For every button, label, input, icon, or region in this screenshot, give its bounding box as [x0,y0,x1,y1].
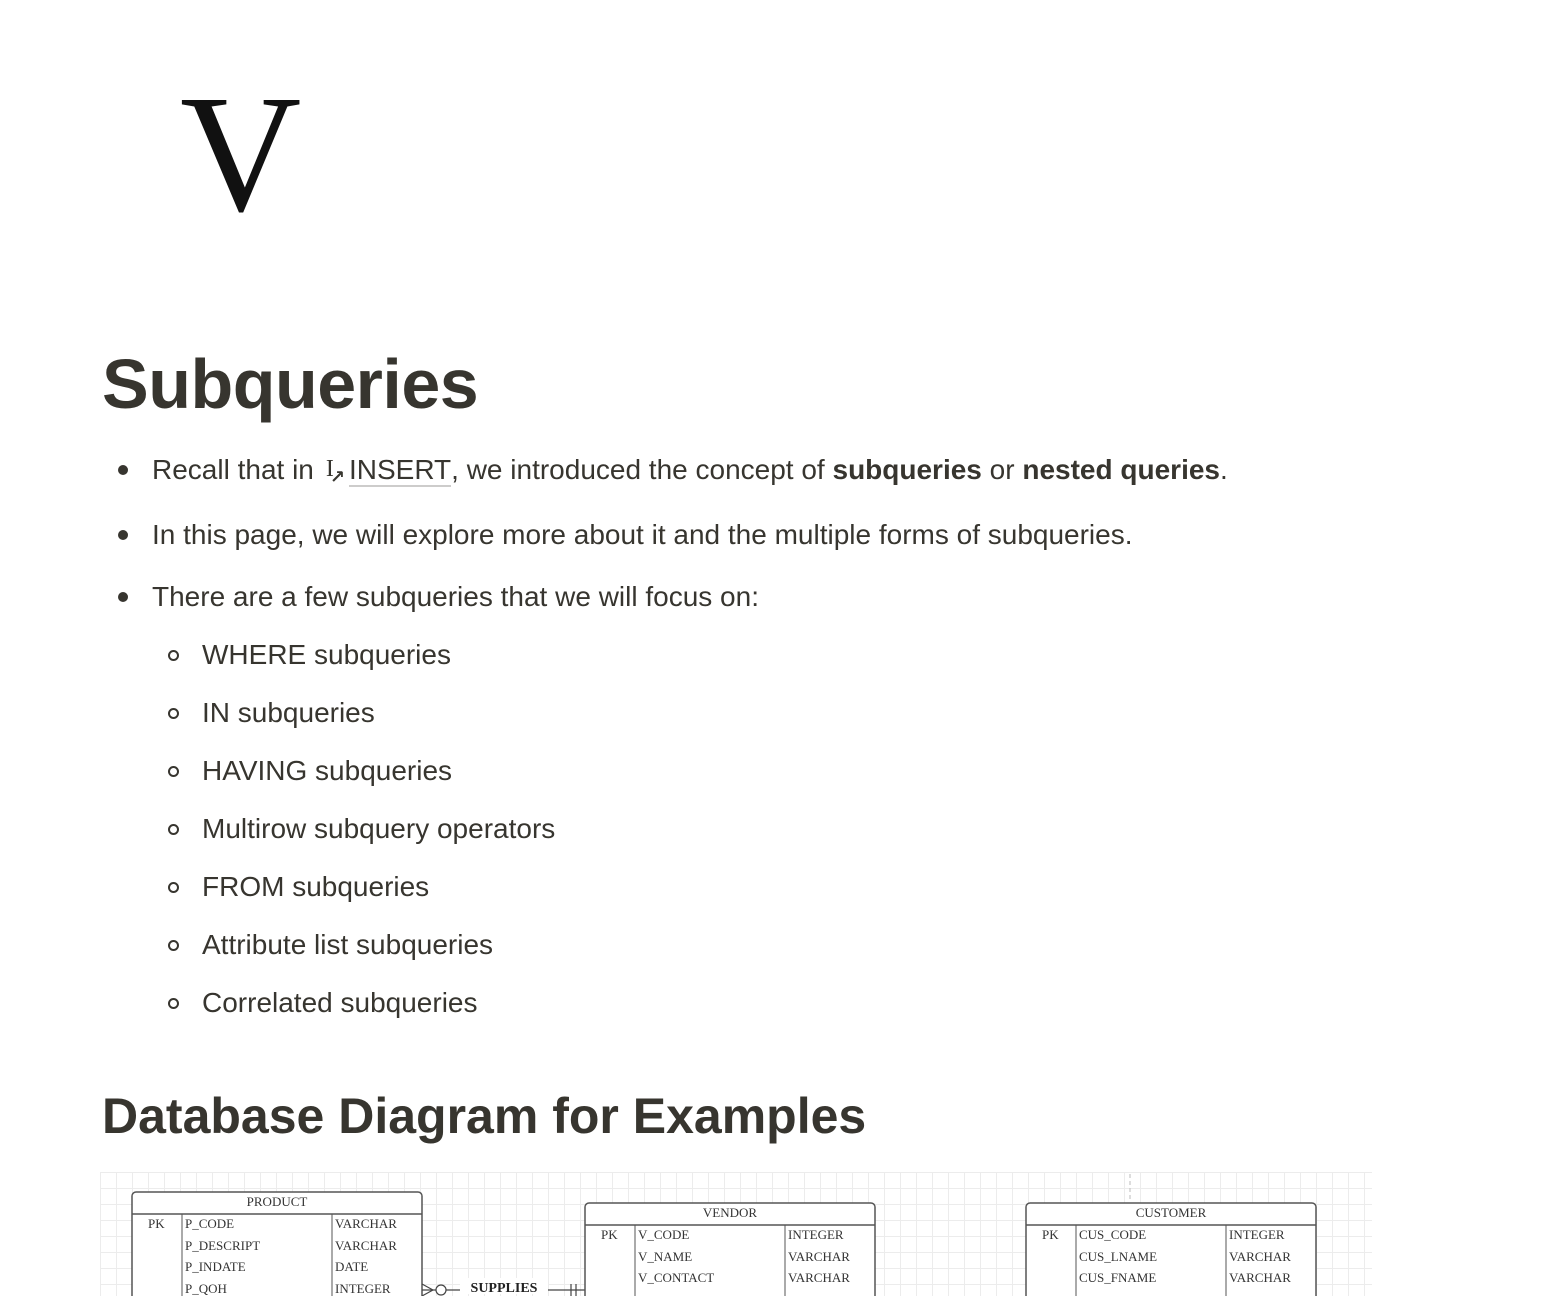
er-field-name: CUS_FNAME [1079,1270,1157,1285]
sub-bullet-list [152,627,1502,1031]
sub-bullet-item: WHERE subqueries [152,627,1502,683]
sub-bullet-item: IN subqueries [152,685,1502,741]
er-field-name: CUS_LNAME [1079,1249,1158,1264]
er-table-name: PRODUCT [246,1194,308,1209]
bullet-text: or [981,454,1023,485]
er-pk-label: PK [601,1227,618,1242]
er-table-name: CUSTOMER [1135,1205,1207,1220]
er-field-name: P_QOH [185,1281,227,1296]
bullet-item-explore [102,507,1502,563]
mention-link-text[interactable]: INSERT [348,454,452,485]
er-table-product [132,1192,422,1296]
database-diagram-image[interactable] [100,1172,1372,1296]
er-pk-label: PK [1042,1227,1059,1242]
er-pk-label: PK [148,1216,165,1231]
er-field-type: DATE [335,1259,369,1274]
er-field-type: INTEGER [335,1281,391,1296]
page-mention-insert[interactable] [326,442,451,501]
er-field-name: P_INDATE [185,1259,246,1274]
er-field-type: VARCHAR [788,1249,850,1264]
er-table-vendor [585,1203,875,1296]
bullet-list [102,442,1502,1037]
er-field-name: V_CODE [638,1227,690,1242]
er-field-name: V_CONTACT [638,1270,715,1285]
bullet-text: , we introduced the concept of [451,454,833,485]
page-title: Subqueries [102,345,479,423]
bullet-text: In this page, we will explore more about it and the multiple forms of subqueries. [152,519,1133,550]
page-icon-mention-icon: I [325,456,334,482]
er-field-type: VARCHAR [1229,1249,1291,1264]
sub-bullet-item: Multirow subquery operators [152,801,1502,857]
er-field-type: VARCHAR [335,1238,397,1253]
page-icon[interactable]: V [180,61,302,247]
sub-bullet-item: FROM subqueries [152,859,1502,915]
sub-bullet-item: HAVING subqueries [152,743,1502,799]
sub-bullet-item: Correlated subqueries [152,975,1502,1031]
er-table-customer [1026,1203,1316,1296]
er-relationship-supplies [422,1278,585,1296]
er-field-name: V_NAME [638,1249,693,1264]
er-field-type: VARCHAR [1229,1270,1291,1285]
er-table-name: VENDOR [702,1205,758,1220]
er-diagram [100,1172,1372,1296]
er-field-name: P_DESCRIPT [185,1238,261,1253]
bullet-item-recall [102,442,1502,501]
er-field-name: P_CODE [185,1216,235,1231]
bullet-text: . [1220,454,1228,485]
bold-term-nested-queries: nested queries [1022,454,1220,485]
bullet-text: Recall that in [152,454,314,485]
er-field-type: INTEGER [1229,1227,1285,1242]
er-field-type: INTEGER [788,1227,844,1242]
er-field-type: VARCHAR [335,1216,397,1231]
er-field-type: VARCHAR [788,1270,850,1285]
bullet-text: There are a few subqueries that we will focus on: [152,581,759,612]
sub-bullet-item: Attribute list subqueries [152,917,1502,973]
link-arrow-icon: ↗ [329,467,345,487]
er-relationship-label: SUPPLIES [470,1281,538,1296]
er-field-name: CUS_CODE [1079,1227,1147,1242]
section-heading: Database Diagram for Examples [102,1088,867,1144]
bullet-item-focus [102,569,1502,1031]
bold-term-subqueries: subqueries [832,454,982,485]
